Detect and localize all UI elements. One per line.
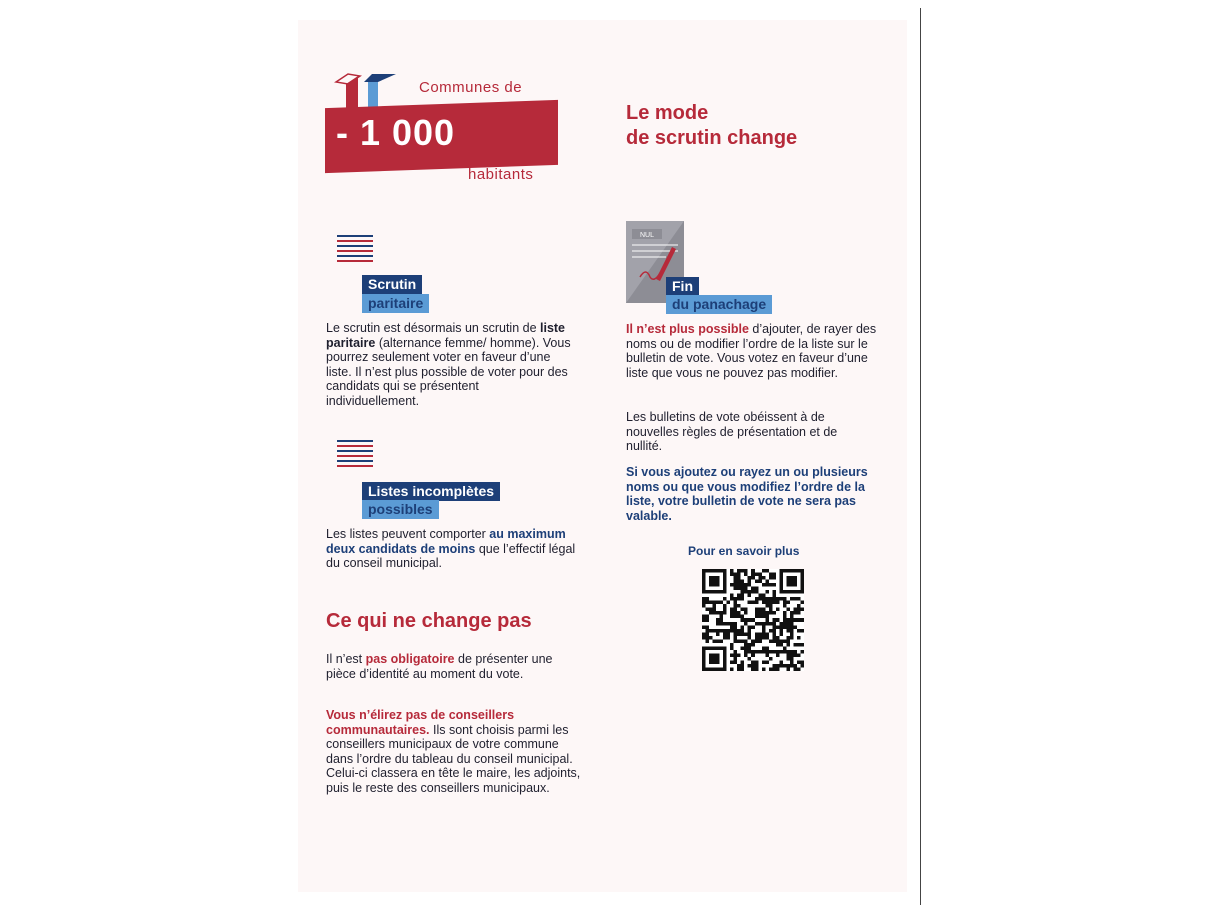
page-title [626,101,797,151]
stripes-icon [337,235,373,265]
fin-panachage-text-1: Il n’est plus possible d’ajouter, de rayer des noms ou de modifier l’ordre de la liste sur le bulletin de vote. Vous votez en faveur d’une liste que vous ne pouvez pas modifier. [626,322,877,380]
fin-panachage-text-3: Si vous ajoutez ou rayez un ou plusieurs noms ou que vous modifiez l’ordre de la liste, votre bulletin de vote ne sera pas valable. [626,465,868,523]
tag-du-panachage: du panachage [666,295,772,314]
communes-de-label: Communes de [419,79,523,96]
tag-fin: Fin [666,277,699,296]
tag-paritaire: paritaire [362,294,429,313]
section-title-ce-qui-ne-change-pas: Ce qui ne change pas [326,610,532,632]
tag-possibles: possibles [362,500,439,519]
stripes-icon [337,440,373,470]
tag-listes-incompletes: Listes incomplètes [362,482,500,501]
tag-scrutin: Scrutin [362,275,422,294]
fin-panachage-text-2: Les bulletins de vote obéissent à de nouvelles règles de présentation et de nullité. [626,410,838,453]
pas-obligatoire-text: Il n’est pas obligatoire de présenter une pièce d’identité au moment du vote. [326,652,553,681]
page-title-line2: de scrutin change [626,127,798,149]
scrutin-paritaire-text: Le scrutin est désormais un scrutin de liste paritaire (alternance femme/ homme). Vous pourrez seulement voter en faveur d’une liste. Il n’est plus possible de voter pour des candidats qui se présentent individuellement. [326,321,571,408]
listes-incompletes-text: Les listes peuvent comporter au maximum deux candidats de moins que l’effectif légal du conseil municipal. [326,527,576,570]
conseillers-communautaires-text: Vous n’élirez pas de conseillers communautaires. Ils sont choisis parmi les conseillers municipaux de votre commune dans l’ordre du tableau du conseil municipal. Celui-ci classera en tête le maire, les adjoints, puis le reste des conseillers municipaux. [326,708,581,795]
qr-code-icon[interactable] [702,569,804,671]
page-title-line1: Le mode [626,102,709,124]
pour-en-savoir-plus-label: Pour en savoir plus [688,544,800,558]
habitants-label: habitants [468,166,534,183]
population-number: - 1 000 [336,112,456,153]
ballot-nul-label: NUL [639,232,655,239]
page-edge-line [920,8,921,905]
